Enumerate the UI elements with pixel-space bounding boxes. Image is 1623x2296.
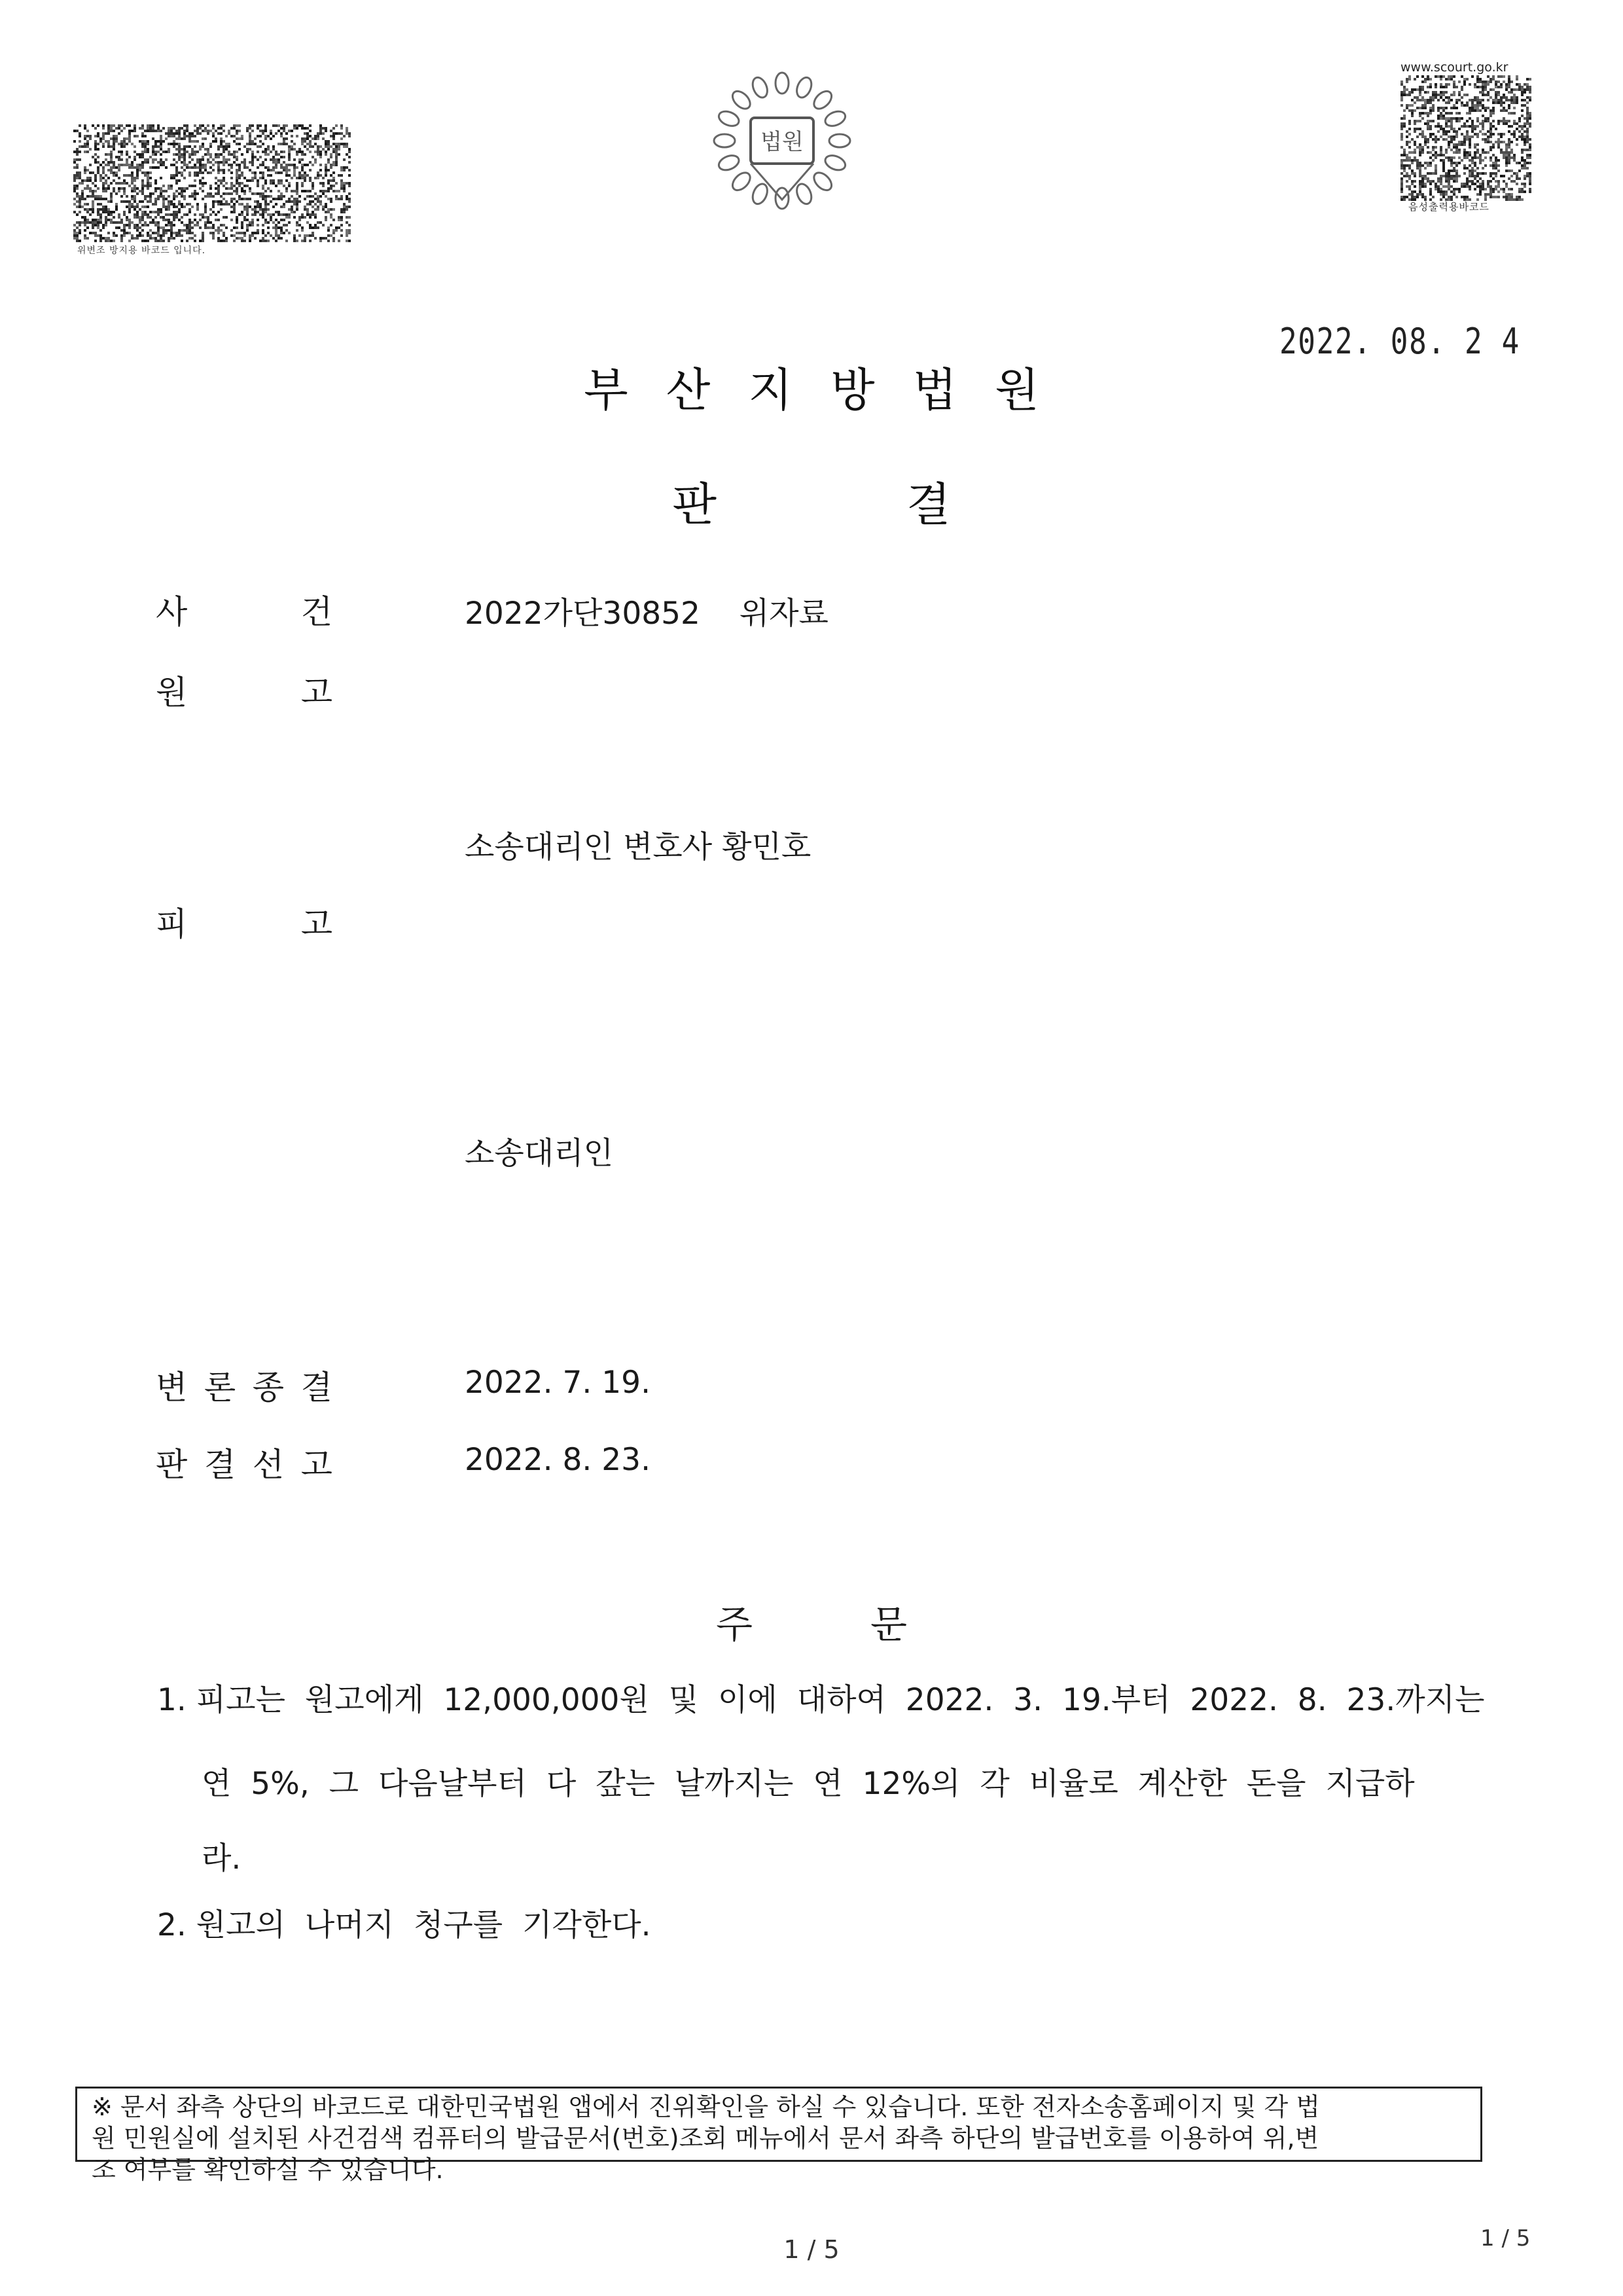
anti-forgery-barcode-caption: 위변조 방지용 바코드 입니다. — [77, 245, 206, 256]
page-number: 1 / 5 — [783, 2235, 840, 2264]
anti-forgery-barcode — [73, 124, 351, 241]
order-item-1-line-1: 1. 피고는 원고에게 12,000,000원 및 이에 대하여 2022. 3. 19.부터 2022. 8. 23.까지는 — [157, 1682, 1485, 1718]
voice-output-barcode-caption: 음성출력용바코드 — [1408, 201, 1489, 213]
svg-text:법원: 법원 — [760, 129, 804, 155]
notice-line-2: 원 민원실에 설치된 사건검색 컴퓨터의 발급문서(번호)조회 메뉴에서 문서 좌측 하단의 발급번호를 이용하여 위,변 — [92, 2124, 1319, 2153]
order-heading: 주 문 — [715, 1602, 908, 1647]
plaintiff-label: 원 고 — [156, 673, 332, 711]
document-title-second: 결 — [906, 478, 951, 531]
court-emblem — [710, 65, 854, 223]
defendant-attorney: 소송대리인 — [465, 1136, 614, 1172]
order-item-1-line-2: 연 5%, 그 다음날부터 다 갚는 날까지는 연 12%의 각 비율로 계산한 돈을 지급하 — [202, 1766, 1415, 1802]
order-item-1-line-3: 라. — [202, 1840, 241, 1876]
document-title-first: 판 — [672, 478, 717, 531]
page-number-corner: 1 / 5 — [1480, 2225, 1531, 2251]
defendant-label: 피 고 — [156, 905, 332, 943]
court-name: 부산지방법원 — [584, 363, 1077, 417]
closing-argument-date: 2022. 7. 19. — [465, 1365, 651, 1401]
case-number-value: 2022가단30852 위자료 — [465, 596, 829, 632]
plaintiff-attorney: 소송대리인 변호사 황민호 — [465, 829, 812, 865]
court-website-url: www.scourt.go.kr — [1400, 60, 1508, 75]
order-item-2: 2. 원고의 나머지 청구를 기각한다. — [157, 1907, 651, 1943]
closing-argument-label: 변 론 종 결 — [156, 1369, 332, 1407]
notice-line-3: 조 여부를 확인하실 수 있습니다. — [92, 2155, 444, 2184]
case-label: 사 건 — [156, 593, 332, 631]
judgment-pronouncement-date: 2022. 8. 23. — [465, 1442, 651, 1478]
notice-line-1: ※ 문서 좌측 상단의 바코드로 대한민국법원 앱에서 진위확인을 하실 수 있습니다. 또한 전자소송홈페이지 및 각 법 — [92, 2092, 1320, 2121]
verification-notice-box — [75, 2087, 1482, 2184]
document-title — [0, 468, 1623, 534]
received-date-stamp: 2022. 08. 2 4 — [1279, 321, 1520, 362]
judgment-pronouncement-label: 판 결 선 고 — [156, 1446, 332, 1484]
voice-output-barcode — [1400, 75, 1531, 200]
